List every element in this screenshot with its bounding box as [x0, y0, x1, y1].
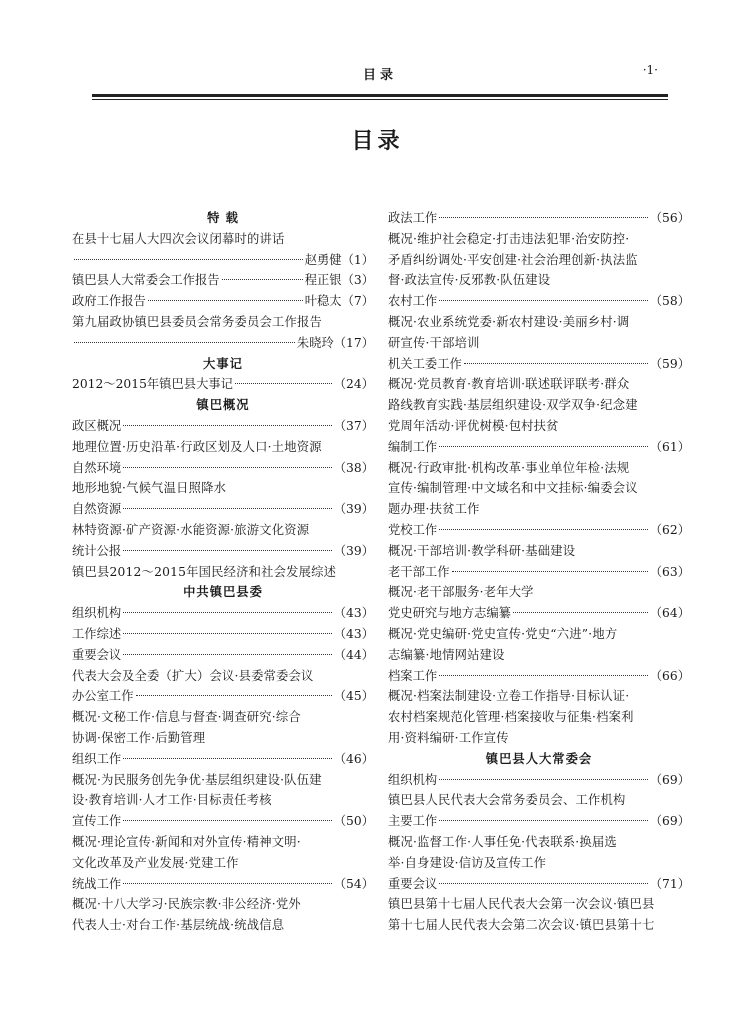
dot-leader	[235, 383, 332, 384]
toc-subitems-text: 概况·党史编研·党史宣传·党史“六进”·地方	[388, 626, 618, 641]
toc-entry[interactable]	[72, 270, 374, 291]
toc-subitems-text: 督·政法宣传·反邪教·队伍建设	[388, 273, 551, 288]
toc-entry-title: 镇巴县人大常委会工作报告	[72, 273, 220, 288]
dot-leader	[123, 758, 332, 759]
dot-leader	[464, 363, 648, 364]
section-heading: 大事记	[203, 355, 243, 371]
dot-leader	[452, 571, 648, 572]
toc-column-left	[72, 208, 374, 936]
toc-entry[interactable]	[72, 749, 374, 770]
dot-leader	[74, 259, 303, 260]
section-heading: 特 载	[207, 210, 239, 225]
page-number: ·1·	[642, 63, 658, 77]
toc-author-line[interactable]	[72, 333, 374, 354]
toc-subitems-text: 地形地貌·气候气温日照降水	[72, 481, 227, 496]
toc-entry-title: 主要工作	[388, 814, 438, 829]
toc-entry[interactable]	[388, 811, 690, 832]
toc-subitems-text: 地理位置·历史沿革·行政区划及人口·土地资源	[72, 439, 322, 454]
toc-subitems-text: 镇巴县2012～2015年国民经济和社会发展综述	[72, 564, 337, 579]
dot-leader	[439, 300, 648, 301]
toc-entry[interactable]	[72, 874, 374, 895]
dot-leader	[123, 467, 332, 468]
toc-page-ref: （58）	[649, 294, 690, 309]
dot-leader	[74, 342, 295, 343]
dot-leader	[439, 529, 648, 530]
toc-entry-title: 自然资源	[72, 502, 122, 517]
toc-entry[interactable]	[72, 541, 374, 562]
toc-page-ref: （38）	[333, 460, 374, 475]
toc-entry[interactable]	[72, 624, 374, 645]
toc-entry-title: 组织工作	[72, 751, 122, 766]
toc-entry[interactable]	[388, 520, 690, 541]
dot-leader	[123, 633, 332, 634]
toc-entry[interactable]	[72, 291, 374, 312]
header-rule-thick	[92, 94, 668, 97]
toc-entry[interactable]	[388, 562, 690, 583]
page-title: 目录	[351, 128, 404, 154]
toc-entry-title: 工作综述	[72, 626, 122, 641]
section-heading: 镇巴概况	[196, 397, 250, 413]
toc-page-ref: （66）	[649, 668, 690, 683]
toc-entry-title: 编制工作	[388, 439, 438, 454]
toc-subitems-text: 设·教育培训·人才工作·目标责任考核	[72, 793, 272, 808]
toc-page-ref: （45）	[333, 689, 374, 704]
toc-subitems-text: 用·资料编研·工作宣传	[388, 730, 509, 745]
toc-subitems-text: 林特资源·矿产资源·水能资源·旅游文化资源	[72, 522, 310, 537]
toc-page-ref: （50）	[333, 814, 374, 829]
toc-entry[interactable]	[72, 499, 374, 520]
section-heading: 镇巴县人大常委会	[485, 750, 593, 766]
dot-leader	[513, 612, 648, 613]
toc-subitems-text: 概况·干部培训·教学科研·基础建设	[388, 543, 576, 558]
toc-entry[interactable]	[72, 416, 374, 437]
toc-page-ref: （61）	[649, 439, 690, 454]
toc-page-ref: 叶稳太（7）	[304, 294, 374, 309]
toc-page-ref: （43）	[333, 606, 374, 621]
dot-leader	[123, 550, 332, 551]
toc-subitems-text: 概况·理论宣传·新闻和对外宣传·精神文明·	[72, 834, 301, 849]
section-heading: 中共镇巴县委	[183, 584, 263, 600]
toc-subitems-text: 宣传·编制管理·中文域名和中文挂标·编委会议	[388, 481, 638, 496]
toc-entry-title: 宣传工作	[72, 814, 122, 829]
toc-entry-title: 重要会议	[388, 876, 438, 891]
toc-entry-title: 老干部工作	[388, 564, 450, 579]
toc-entry-title: 办公室工作	[72, 689, 134, 704]
toc-entry-title: 政府工作报告	[72, 294, 146, 309]
toc-subitems-text: 镇巴县人民代表大会常务委员会、工作机构	[388, 793, 626, 808]
toc-page-ref: （54）	[333, 876, 374, 891]
dot-leader	[439, 446, 648, 447]
toc-page-ref: （71）	[649, 876, 690, 891]
toc-entry-title: 政区概况	[72, 418, 122, 433]
toc-subitems-text: 题办理·扶贫工作	[388, 502, 480, 517]
toc-page-ref: （39）	[333, 543, 374, 558]
dot-leader	[222, 279, 303, 280]
toc-entry[interactable]	[72, 686, 374, 707]
toc-entry[interactable]	[388, 291, 690, 312]
header-rule-thin	[92, 99, 668, 100]
toc-page-ref: （44）	[333, 647, 374, 662]
toc-page-ref: （63）	[649, 564, 690, 579]
dot-leader	[439, 820, 648, 821]
toc-page-ref: （69）	[649, 772, 690, 787]
toc-subitems-text: 矛盾纠纷调处·平安创建·社会治理创新·执法监	[388, 252, 638, 267]
toc-subitems-text: 代表大会及全委（扩大）会议·县委常委会议	[72, 668, 314, 683]
toc-subitems-text: 代表人士·对台工作·基层统战·统战信息	[72, 918, 285, 933]
toc-subitems-text: 概况·档案法制建设·立卷工作指导·目标认证·	[388, 689, 630, 704]
toc-page-ref: （64）	[649, 606, 690, 621]
toc-entry-title: 组织机构	[388, 772, 438, 787]
dot-leader	[136, 695, 332, 696]
dot-leader	[123, 612, 332, 613]
dot-leader	[123, 508, 332, 509]
toc-entry-title: 机关工委工作	[388, 356, 462, 371]
toc-entry-title: 统战工作	[72, 876, 122, 891]
toc-subitems-text: 文化改革及产业发展·党建工作	[72, 855, 239, 870]
toc-page-ref: （59）	[649, 356, 690, 371]
toc-subitems-text: 举·自身建设·信访及宣传工作	[388, 855, 547, 870]
dot-leader	[123, 654, 332, 655]
dot-leader	[439, 779, 648, 780]
toc-page-ref: 程正银（3）	[304, 273, 374, 288]
toc-page-ref: （62）	[649, 522, 690, 537]
running-header	[92, 64, 668, 86]
toc-entry[interactable]	[72, 645, 374, 666]
toc-entry[interactable]	[72, 603, 374, 624]
toc-page-ref: （39）	[333, 502, 374, 517]
toc-entry[interactable]	[388, 666, 690, 687]
toc-entry[interactable]	[388, 354, 690, 375]
toc-entry[interactable]	[388, 770, 690, 791]
toc-entry-title: 组织机构	[72, 606, 122, 621]
dot-leader	[439, 883, 648, 884]
toc-subitems-text: 在县十七届人大四次会议闭幕时的讲话	[72, 231, 285, 246]
toc-entry[interactable]	[388, 874, 690, 895]
toc-entry[interactable]	[388, 437, 690, 458]
toc-subitems-text: 农村档案规范化管理·档案接收与征集·档案利	[388, 710, 634, 725]
toc-column-right	[388, 208, 690, 936]
dot-leader	[123, 425, 332, 426]
toc-entry-title: 重要会议	[72, 647, 122, 662]
toc-page-ref: （46）	[333, 751, 374, 766]
toc-entry[interactable]	[388, 208, 690, 229]
toc-subitems-text: 志编纂·地情网站建设	[388, 647, 505, 662]
toc-subitems-text: 概况·为民服务创先争优·基层组织建设·队伍建	[72, 772, 322, 787]
dot-leader	[123, 883, 332, 884]
running-header-title: 目录	[362, 68, 397, 83]
toc-subitems-text: 概况·老干部服务·老年大学	[388, 585, 534, 600]
toc-entry[interactable]	[72, 374, 374, 395]
toc-subitems-text: 党周年活动·评优树模·包村扶贫	[388, 418, 559, 433]
dot-leader	[439, 675, 648, 676]
toc-entry-title: 2012～2015年镇巴县大事记	[72, 377, 233, 392]
toc-entry-title: 农村工作	[388, 294, 438, 309]
toc-entry[interactable]	[388, 603, 690, 624]
toc-entry-title: 党校工作	[388, 522, 438, 537]
toc-entry-title: 统计公报	[72, 543, 122, 558]
toc-author-line[interactable]	[72, 250, 374, 271]
toc-subitems-text: 第九届政协镇巴县委员会常务委员会工作报告	[72, 314, 322, 329]
toc-entry-title: 党史研究与地方志编纂	[388, 606, 511, 621]
toc-subitems-text: 概况·维护社会稳定·打击违法犯罪·治安防控·	[388, 231, 630, 246]
toc-page-ref: （43）	[333, 626, 374, 641]
toc-entry-title: 自然环境	[72, 460, 122, 475]
toc-page-ref: （69）	[649, 814, 690, 829]
toc-entry-title: 档案工作	[388, 668, 438, 683]
toc-page-ref: （56）	[649, 211, 690, 225]
dot-leader	[123, 820, 332, 821]
toc-subitems-text: 概况·农业系统党委·新农村建设·美丽乡村·调	[388, 314, 630, 329]
toc-subitems-text: 概况·党员教育·教育培训·联述联评联考·群众	[388, 377, 630, 392]
dot-leader	[439, 217, 648, 218]
toc-entry-title: 政法工作	[388, 211, 438, 225]
toc-subitems-text: 路线教育实践·基层组织建设·双学双争·纪念建	[388, 398, 638, 413]
toc-subitems-text: 协调·保密工作·后勤管理	[72, 730, 206, 745]
toc-subitems-text: 概况·行政审批·机构改革·事业单位年检·法规	[388, 460, 630, 475]
toc-subitems-text: 概况·十八大学习·民族宗教·非公经济·党外	[72, 897, 301, 912]
toc-subitems-text: 研宣传·干部培训	[388, 335, 480, 350]
toc-entry[interactable]	[72, 811, 374, 832]
author-page-ref: 朱晓玲（17）	[296, 335, 374, 350]
author-page-ref: 赵勇健（1）	[304, 252, 374, 267]
toc-entry[interactable]	[72, 458, 374, 479]
toc-subitems-text: 概况·监督工作·人事任免·代表联系·换届选	[388, 834, 617, 849]
toc-subitems-text: 第十七届人民代表大会第二次会议·镇巴县第十七	[388, 918, 655, 933]
toc-page-ref: （24）	[333, 377, 374, 392]
dot-leader	[148, 300, 303, 301]
toc-subitems-text: 镇巴县第十七届人民代表大会第一次会议·镇巴县	[388, 897, 655, 912]
toc-page-ref: （37）	[333, 418, 374, 433]
toc-subitems-text: 概况·文秘工作·信息与督查·调查研究·综合	[72, 710, 301, 725]
